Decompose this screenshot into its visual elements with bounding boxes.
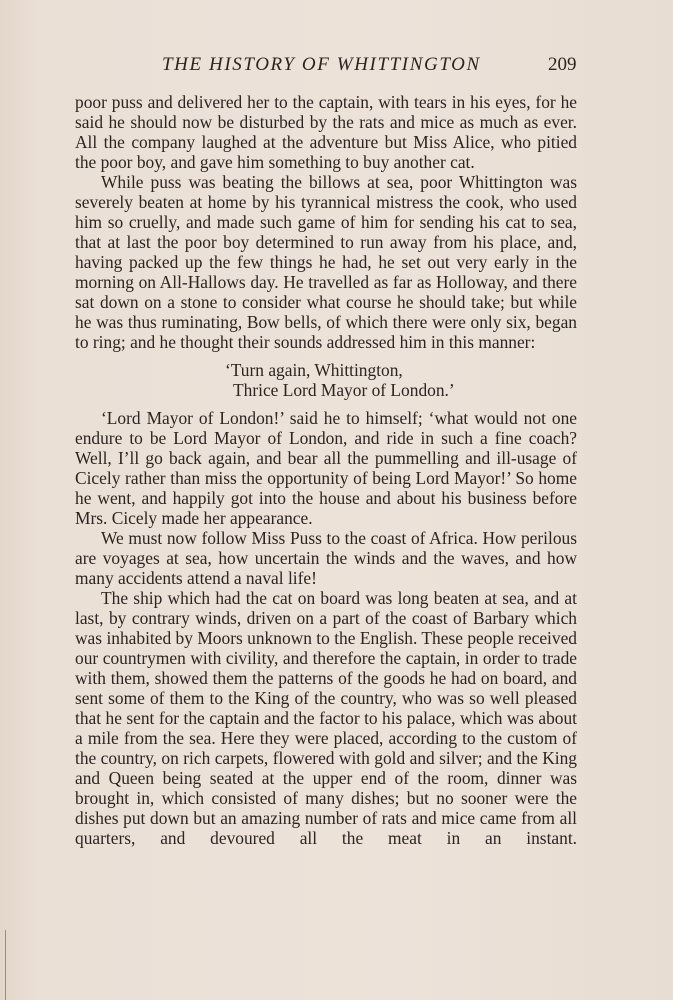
running-head: [0, 54, 673, 80]
verse-line-1: ‘Turn again, Whittington,: [225, 360, 403, 380]
paragraph-1: poor puss and delivered her to the captain, with tears in his eyes, for he said he should now be disturbed by the rats and mice as much as ever. All the company laughed at the adventure but Miss Alice, who pitied the poor boy, and gave him something to buy another cat.: [75, 92, 577, 172]
paragraph-2: While puss was beating the billows at sea, poor Whittington was severely beaten at home by his tyrannical mistress the cook, who used him so cruelly, and made such game of him for sending his cat to sea, that at last the poor boy determined to run away from his place, and, having packed up the few things he had, he set out very early in the morning on All-Hallows day. He travelled as far as Holloway, and there sat down on a stone to consider what course he should take; but while he was thus ruminating, Bow bells, of which there were only six, began to ring; and he thought their sounds addressed him in this manner:: [75, 172, 577, 352]
verse: [225, 360, 577, 400]
page-number: 209: [548, 54, 577, 75]
running-title: THE HISTORY OF WHITTINGTON: [162, 54, 481, 75]
verse-line-2: Thrice Lord Mayor of London.’: [233, 380, 455, 400]
paragraph-4: We must now follow Miss Puss to the coast of Africa. How perilous are voyages at sea, how uncertain the winds and the waves, and how many accidents attend a naval life!: [75, 528, 577, 588]
page-edge-mark: [5, 930, 6, 1000]
paragraph-5: The ship which had the cat on board was long beaten at sea, and at last, by contrary winds, driven on a part of the coast of Barbary which was inhabited by Moors unknown to the English. These people received our countrymen with civility, and therefore the captain, in order to trade with them, showed them the patterns of the goods he had on board, and sent some of them to the King of the country, who was so well pleased that he sent for the captain and the factor to his palace, which was about a mile from the sea. Here they were placed, according to the custom of the country, on rich carpets, flowered with gold and silver; and the King and Queen being seated at the upper end of the room, dinner was brought in, which consisted of many dishes; but no sooner were the dishes put down but an amazing number of rats and mice came from all quarters, and devoured all the meat in an instant.: [75, 588, 577, 848]
body-text: [75, 92, 577, 848]
paragraph-3: ‘Lord Mayor of London!’ said he to himself; ‘what would not one endure to be Lord Mayor of London, and ride in such a fine coach? Well, I’ll go back again, and bear all the pummelling and ill-usage of Cicely rather than miss the opportunity of being Lord Mayor!’ So home he went, and happily got into the house and about his business before Mrs. Cicely made her appearance.: [75, 408, 577, 528]
